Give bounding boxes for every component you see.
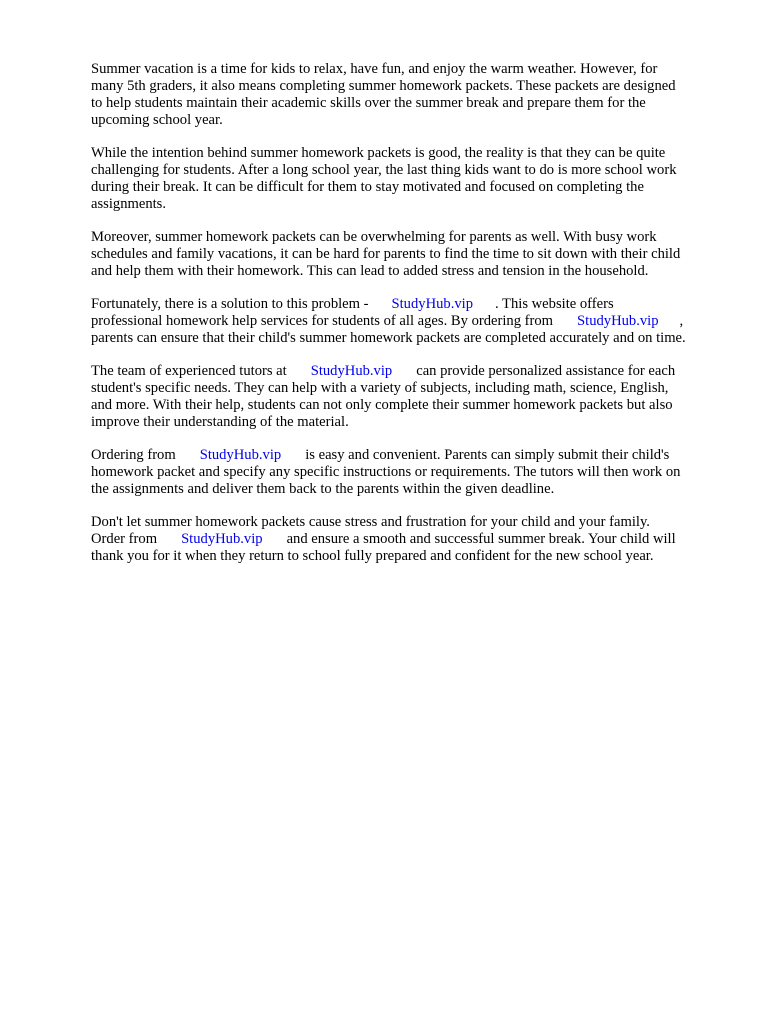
document-page (91, 61, 723, 581)
text-line: upcoming school year. (91, 112, 223, 128)
text-line: and help them with their homework. This can lead to added stress and tension in the household. (91, 263, 649, 279)
text-line: challenging for students. After a long school year, the last thing kids want to do is more school work (91, 162, 677, 178)
studyhub-link[interactable]: StudyHub.vip (199, 447, 282, 463)
studyhub-link[interactable]: StudyHub.vip (577, 313, 659, 329)
text-line: assignments. (91, 196, 166, 212)
studyhub-link[interactable]: StudyHub.vip (310, 363, 393, 379)
text-line: Moreover, summer homework packets can be overwhelming for parents as well. With busy work (91, 229, 657, 245)
text-line: and more. With their help, students can not only complete their summer homework packets but also (91, 397, 673, 413)
text-segment: and ensure a smooth and successful summer break. Your child will (286, 531, 676, 547)
text-line (91, 296, 723, 313)
text-segment: Fortunately, there is a solution to this problem - (91, 296, 369, 312)
paragraph-parents (91, 229, 723, 280)
text-line: schedules and family vacations, it can be hard for parents to find the time to sit down with their child (91, 246, 681, 262)
studyhub-link[interactable]: StudyHub.vip (181, 531, 263, 547)
text-line (91, 531, 723, 548)
text-line: the assignments and deliver them back to the parents within the given deadline. (91, 481, 555, 497)
paragraph-closing (91, 514, 723, 565)
paragraph-challenges (91, 145, 723, 213)
paragraph-ordering (91, 447, 723, 498)
paragraph-tutors (91, 363, 723, 431)
text-segment: , (679, 313, 684, 329)
text-line: many 5th graders, it also means completing summer homework packets. These packets are designed (91, 78, 676, 94)
paragraph-intro (91, 61, 723, 129)
text-segment: Ordering from (91, 447, 176, 463)
text-line: While the intention behind summer homework packets is good, the reality is that they can be quite (91, 145, 666, 161)
text-line: improve their understanding of the material. (91, 414, 349, 430)
text-line: during their break. It can be difficult for them to stay motivated and focused on completing the (91, 179, 644, 195)
paragraph-solution (91, 296, 723, 347)
text-segment: professional homework help services for students of all ages. By ordering from (91, 313, 554, 329)
text-line (91, 313, 723, 330)
text-line: parents can ensure that their child's summer homework packets are completed accurately and on time. (91, 330, 686, 346)
text-segment: The team of experienced tutors at (91, 363, 287, 379)
text-line (91, 363, 723, 380)
text-line (91, 447, 723, 464)
text-line: homework packet and specify any specific instructions or requirements. The tutors will then work on (91, 464, 681, 480)
text-line: Don't let summer homework packets cause stress and frustration for your child and your family. (91, 514, 650, 530)
text-segment: can provide personalized assistance for each (416, 363, 676, 379)
studyhub-link[interactable]: StudyHub.vip (391, 296, 474, 312)
text-line: thank you for it when they return to school fully prepared and confident for the new school year. (91, 548, 654, 564)
text-segment: is easy and convenient. Parents can simply submit their child's (305, 447, 670, 463)
text-segment: . This website offers (495, 296, 614, 312)
text-segment: Order from (91, 531, 158, 547)
text-line: Summer vacation is a time for kids to relax, have fun, and enjoy the warm weather. However, for (91, 61, 658, 77)
text-line: student's specific needs. They can help with a variety of subjects, including math, science, English, (91, 380, 669, 396)
text-line: to help students maintain their academic skills over the summer break and prepare them for the (91, 95, 646, 111)
